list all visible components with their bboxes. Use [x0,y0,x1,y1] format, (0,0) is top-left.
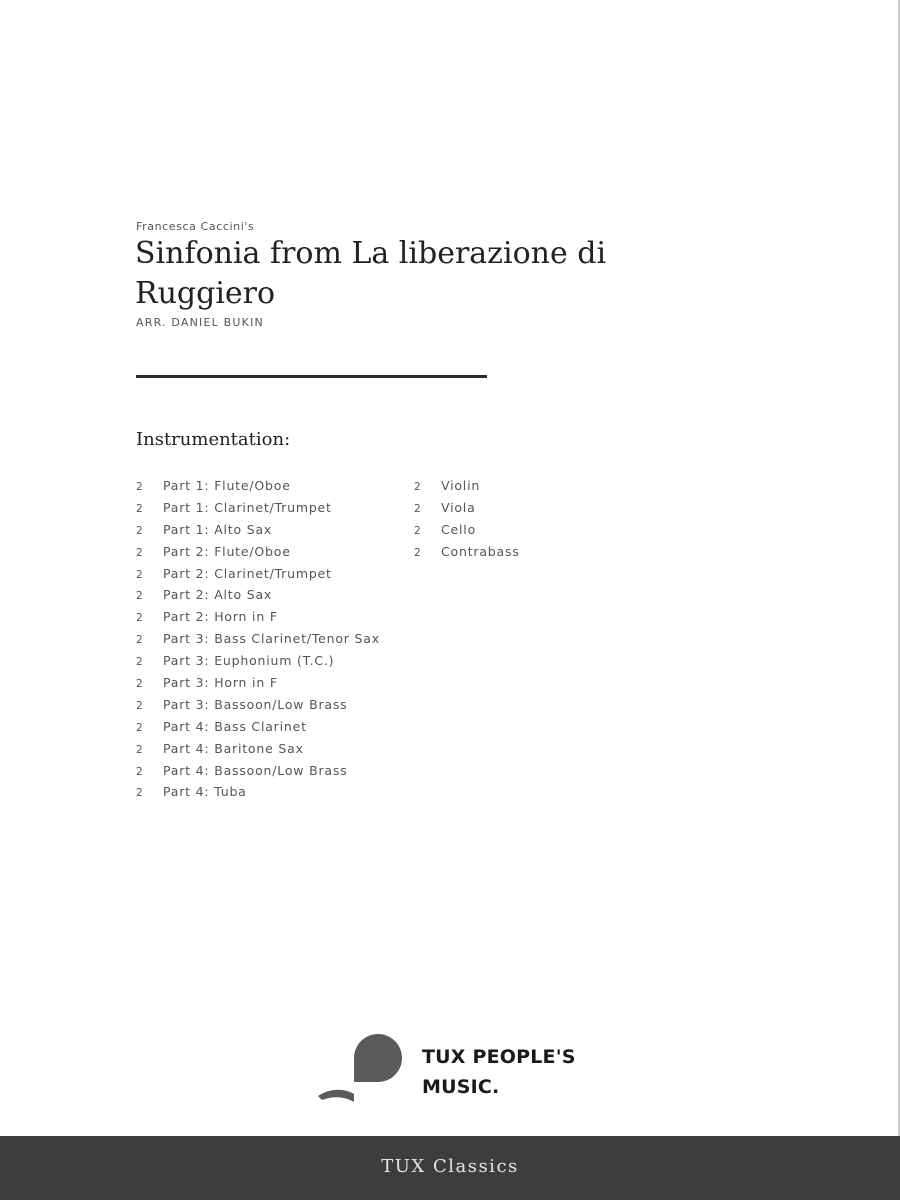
instrument-quantity: 2 [136,678,144,691]
instrument-quantity: 2 [414,524,422,537]
instrument-quantity: 2 [136,699,144,712]
instrument-part: Part 3: Horn in F [163,675,278,691]
instrument-item [136,541,380,563]
instrument-part: Viola [441,499,476,515]
publisher-logo [318,1030,598,1110]
instrument-quantity: 2 [414,481,422,493]
instrument-list-right [414,475,520,563]
instrument-quantity: 2 [136,568,144,581]
instrument-part: Part 2: Clarinet/Trumpet [163,565,332,581]
footer-bar [0,1136,900,1200]
instrument-part: Part 4: Bass Clarinet [163,718,307,734]
instrument-item [136,519,380,541]
logo-text-line2: MUSIC. [422,1076,500,1098]
instrument-item [136,650,380,672]
instrument-item [136,497,380,519]
instrumentation-heading: Instrumentation: [136,429,291,450]
instrument-quantity: 2 [136,634,144,647]
instrument-item [414,475,520,497]
instrument-quantity: 2 [136,765,144,778]
page-title: Sinfonia from La liberazione di Ruggiero [135,236,607,311]
instrument-part: Violin [441,478,481,493]
arranger-label: ARR. DANIEL BUKIN [136,316,264,329]
instrument-quantity: 2 [136,721,144,734]
title-divider [136,375,487,378]
speech-bubble-logo-icon [318,1030,414,1106]
instrument-item [136,584,380,606]
instrument-item [136,672,380,694]
instrument-part: Part 2: Alto Sax [163,587,273,603]
instrument-quantity: 2 [136,481,144,493]
logo-text-line1: TUX PEOPLE'S [422,1046,576,1068]
instrument-quantity: 2 [136,502,144,515]
instrument-part: Part 3: Bassoon/Low Brass [163,696,348,712]
instrument-item [414,541,520,563]
instrument-part: Part 2: Horn in F [163,609,278,625]
instrument-list-left [136,475,380,803]
instrument-part: Part 3: Bass Clarinet/Tenor Sax [163,631,380,647]
instrument-item [136,628,380,650]
instrument-quantity: 2 [136,612,144,625]
instrument-quantity: 2 [136,524,144,537]
instrument-quantity: 2 [136,743,144,756]
instrument-part: Part 1: Flute/Oboe [163,478,291,493]
instrument-item [136,475,380,497]
instrument-quantity: 2 [136,656,144,669]
instrument-part: Part 1: Clarinet/Trumpet [163,499,332,515]
instrument-part: Part 3: Euphonium (T.C.) [163,653,335,669]
instrument-item [136,716,380,738]
instrument-item [136,606,380,628]
instrument-part: Cello [441,521,477,537]
instrument-quantity: 2 [136,546,144,559]
instrument-part: Part 4: Tuba [163,784,247,800]
footer-label: TUX Classics [381,1156,519,1177]
instrument-item [136,694,380,716]
instrument-quantity: 2 [136,590,144,603]
instrument-quantity: 2 [136,787,144,800]
instrument-item [414,519,520,541]
instrument-part: Part 4: Bassoon/Low Brass [163,762,348,778]
instrument-item [136,563,380,585]
composer-label: Francesca Caccini's [136,220,255,233]
instrument-part: Contrabass [441,543,520,559]
instrument-quantity: 2 [414,502,422,515]
instrument-item [136,781,380,803]
instrument-item [136,738,380,760]
instrument-part: Part 1: Alto Sax [163,521,273,537]
instrument-item [414,497,520,519]
instrument-quantity: 2 [414,546,422,559]
instrument-item [136,760,380,782]
instrument-part: Part 4: Baritone Sax [163,740,304,756]
instrument-part: Part 2: Flute/Oboe [163,543,291,559]
